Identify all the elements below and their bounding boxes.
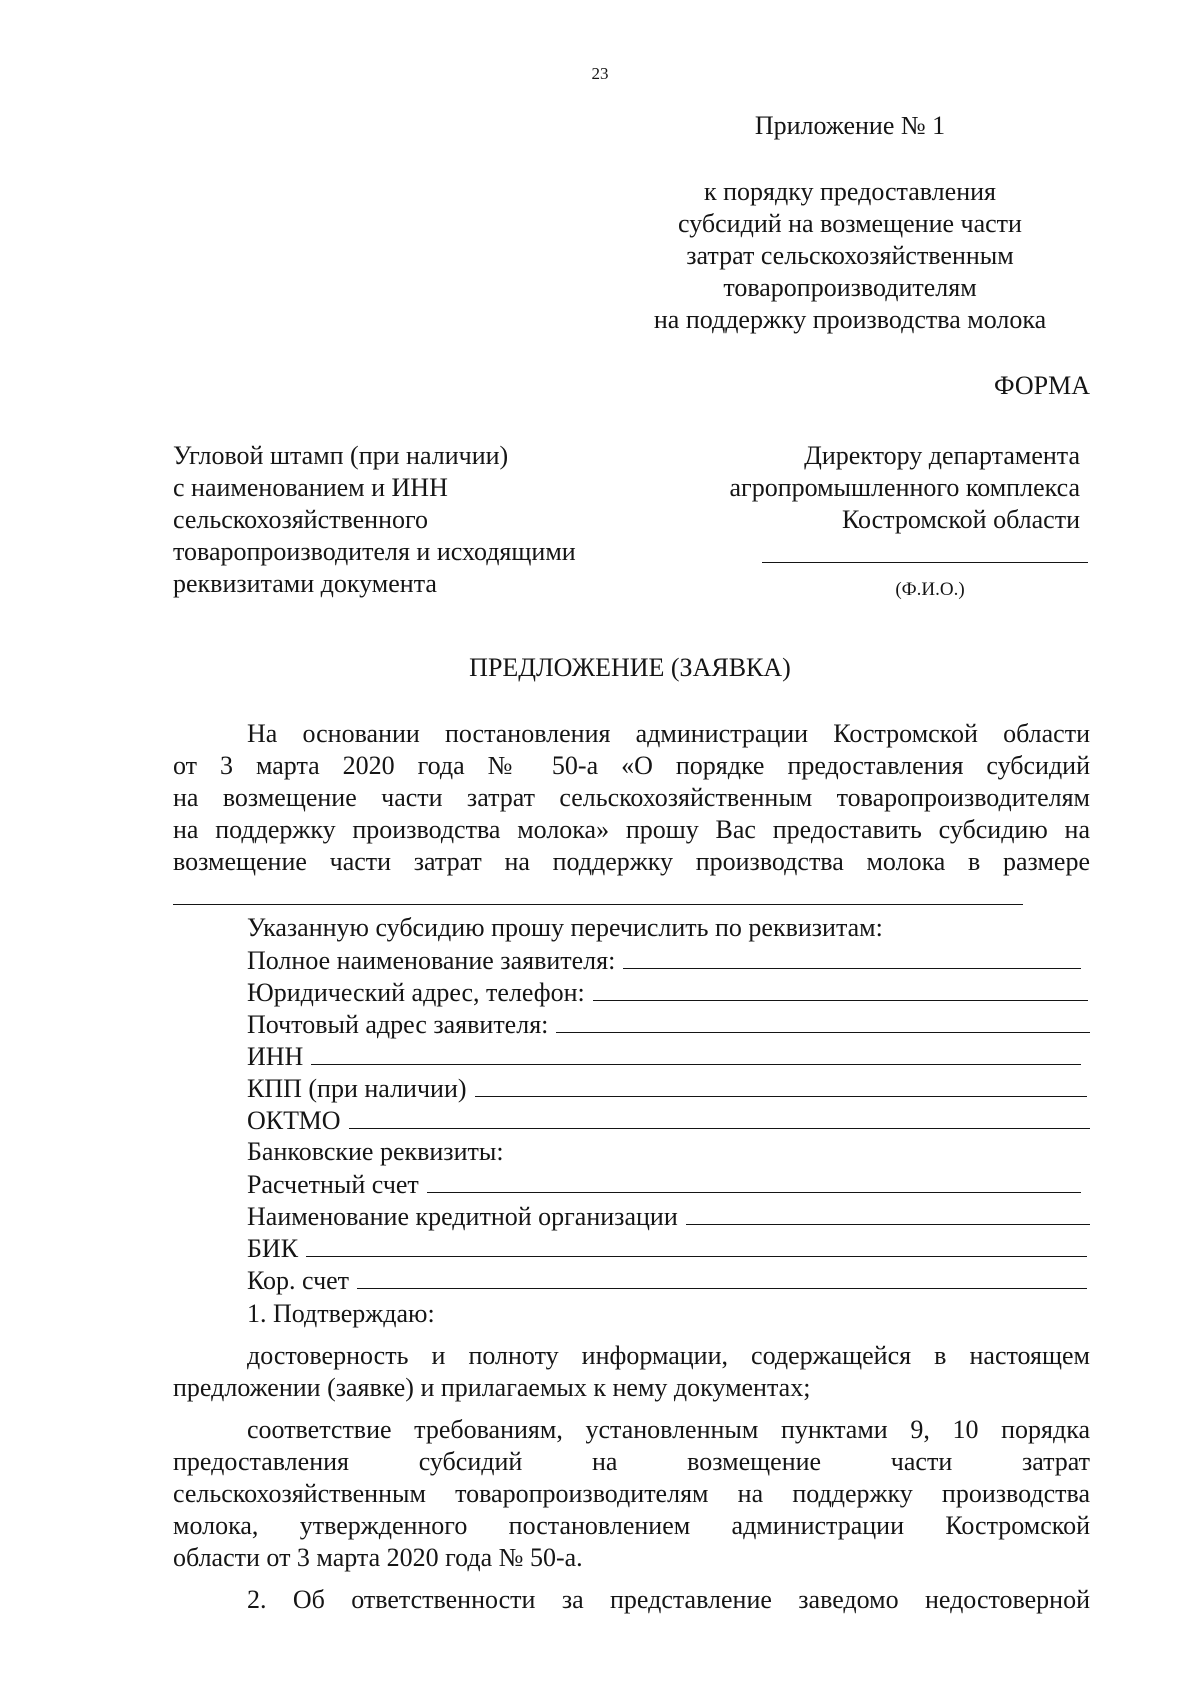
postal-address-field[interactable] (247, 1008, 1090, 1041)
field-label: Наименование кредитной организации (247, 1202, 678, 1231)
appendix-line: затрат сельскохозяйственным (686, 241, 1014, 270)
appendix-line: к порядку предоставления (704, 177, 996, 206)
bik-field[interactable] (247, 1232, 1087, 1265)
field-blank[interactable] (357, 1264, 1087, 1289)
field-label: Юридический адрес, телефон: (247, 978, 585, 1007)
appendix-title: Приложение № 1 (754, 111, 946, 140)
confirm-line: молока, утвержденного постановлением администрации Костромской (173, 1511, 1090, 1540)
stamp-line: реквизитами документа (173, 569, 437, 598)
stamp-line: с наименованием и ИНН (173, 473, 448, 502)
field-blank[interactable] (686, 1200, 1090, 1225)
page-number: 23 (591, 64, 609, 83)
field-blank[interactable] (593, 976, 1088, 1001)
addressee-line: Костромской области (841, 505, 1080, 534)
confirm-line: сельскохозяйственным товаропроизводителям на поддержку производства (173, 1479, 1090, 1508)
account-field[interactable] (247, 1168, 1081, 1201)
confirm-line: предоставления субсидий на возмещение части затрат (173, 1447, 1090, 1476)
field-label: Расчетный счет (247, 1170, 419, 1199)
legal-address-field[interactable] (247, 976, 1088, 1009)
confirm-line: предложении (заявке) и прилагаемых к нему документах; (173, 1373, 811, 1402)
oktmo-field[interactable] (247, 1104, 1090, 1137)
field-label: Кор. счет (247, 1266, 350, 1295)
signature-line (762, 562, 1088, 563)
full-name-field[interactable] (247, 944, 1081, 977)
intro-line: возмещение части затрат на поддержку производства молока в размере (173, 847, 1090, 876)
intro-line: на поддержку производства молока» прошу Вас предоставить субсидию на (173, 815, 1090, 844)
bank-name-field[interactable] (247, 1200, 1090, 1233)
stamp-line: Угловой штамп (при наличии) (173, 441, 509, 470)
intro-line: На основании постановления администрации Костромской области (247, 719, 1090, 748)
field-blank[interactable] (475, 1072, 1087, 1097)
confirm-heading: 1. Подтверждаю: (247, 1299, 435, 1328)
field-label: БИК (247, 1234, 299, 1263)
bank-heading: Банковские реквизиты: (247, 1137, 504, 1166)
field-label: Почтовый адрес заявителя: (247, 1010, 549, 1039)
signature-caption: (Ф.И.О.) (895, 579, 965, 600)
field-blank[interactable] (427, 1168, 1081, 1193)
field-label: КПП (при наличии) (247, 1074, 467, 1103)
field-blank[interactable] (556, 1008, 1090, 1033)
stamp-line: товаропроизводителя и исходящими (173, 537, 576, 566)
field-label: ОКТМО (247, 1106, 341, 1135)
field-blank[interactable] (311, 1040, 1081, 1065)
field-blank[interactable] (349, 1104, 1090, 1129)
addressee-line: Директору департамента (804, 441, 1080, 470)
appendix-line: субсидий на возмещение части (678, 209, 1022, 238)
stamp-line: сельскохозяйственного (173, 505, 428, 534)
intro-line: на возмещение части затрат сельскохозяйственным товаропроизводителям (173, 783, 1090, 812)
confirm-line: достоверность и полноту информации, содержащейся в настоящем (247, 1341, 1090, 1370)
intro-line: от 3 марта 2020 года № 50-а «О порядке предоставления субсидий (173, 751, 1090, 780)
corr-account-field[interactable] (247, 1264, 1087, 1297)
inn-field[interactable] (247, 1040, 1081, 1073)
kpp-field[interactable] (247, 1072, 1087, 1105)
form-label: ФОРМА (994, 371, 1090, 400)
requisites-heading: Указанную субсидию прошу перечислить по реквизитам: (247, 913, 883, 942)
confirm-line: области от 3 марта 2020 года № 50-а. (173, 1543, 583, 1572)
document-title: ПРЕДЛОЖЕНИЕ (ЗАЯВКА) (469, 653, 791, 682)
field-label: ИНН (247, 1042, 304, 1071)
appendix-line: на поддержку производства молока (653, 305, 1047, 334)
responsibility-line: 2. Об ответственности за представление заведомо недостоверной (247, 1585, 1090, 1614)
addressee-line: агропромышленного комплекса (729, 473, 1080, 502)
field-blank[interactable] (623, 944, 1081, 969)
field-label: Полное наименование заявителя: (247, 946, 616, 975)
appendix-line: товаропроизводителям (723, 273, 977, 302)
amount-field[interactable] (173, 904, 1023, 905)
field-blank[interactable] (306, 1232, 1087, 1257)
confirm-line: соответствие требованиям, установленным пунктами 9, 10 порядка (247, 1415, 1090, 1444)
